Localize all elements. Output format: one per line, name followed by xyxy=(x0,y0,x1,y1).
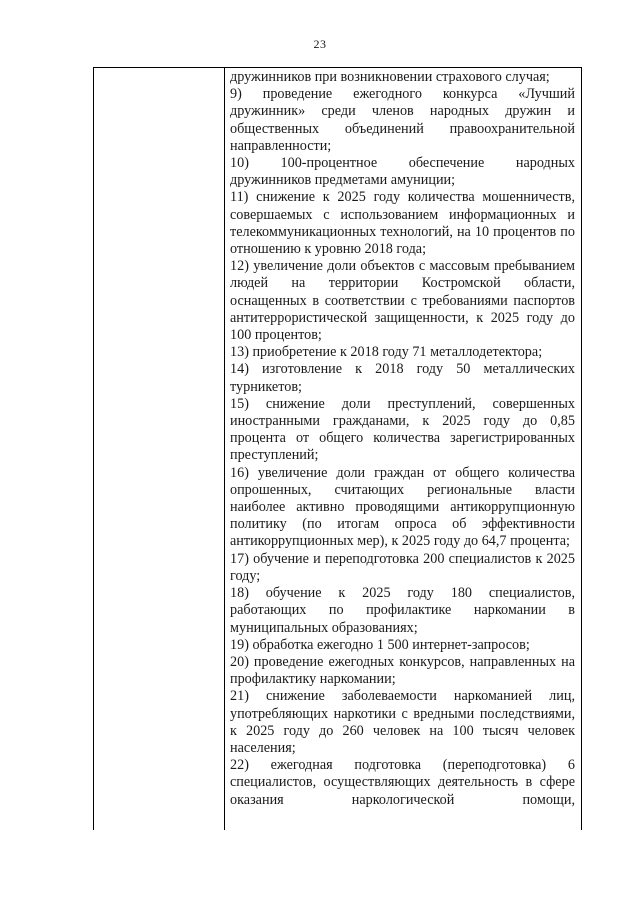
list-item: 9) проведение ежегодного конкурса «Лучший дружинник» среди членов народных дружин и общественных объединений правоохранительной направленности; xyxy=(230,86,575,154)
table-right-cell xyxy=(225,68,581,830)
page-number: 23 xyxy=(313,37,327,51)
list-item: 17) обучение и переподготовка 200 специалистов к 2025 году; xyxy=(230,550,575,584)
list-item: 15) снижение доли преступлений, совершенных иностранными гражданами, к 2025 году до 0,85 процента от общего количества зарегистрированных преступлений; xyxy=(230,395,575,464)
list-item: 16) увеличение доли граждан от общего количества опрошенных, считающих региональные власти наиболее активно проводящими антикоррупционную политику (по итогам опроса об эффективности антикоррупционных мер), к 2025 году до 64,7 процента; xyxy=(230,464,575,550)
list-item: 22) ежегодная подготовка (переподготовка) 6 специалистов, осуществляющих деятельность в сфере оказания наркологической помощи, xyxy=(230,757,575,808)
list-item: 18) обучение к 2025 году 180 специалистов, работающих по профилактике наркомании в муниципальных образованиях; xyxy=(230,585,575,636)
list-item: дружинников при возникновении страхового случая; xyxy=(230,69,550,85)
list-item: 19) обработка ежегодно 1 500 интернет-запросов; xyxy=(230,636,530,653)
list-item: 14) изготовление к 2018 году 50 металлических турникетов; xyxy=(230,361,575,395)
list-item: 12) увеличение доли объектов с массовым пребыванием людей на территории Костромской области, оснащенных в соответствии с требованиями паспортов антитеррористической защищенности, к 2025 году до 100 процентов; xyxy=(230,258,575,344)
document-table xyxy=(93,67,582,830)
table-left-cell xyxy=(94,68,225,830)
list-item: 10) 100-процентное обеспечение народных дружинников предметами амуниции; xyxy=(230,155,575,189)
list-item: 11) снижение к 2025 году количества мошенничеств, совершаемых с использованием информационных и телекоммуникационных технологий, на 10 процентов по отношению к уровню 2018 года; xyxy=(230,189,575,258)
list-item: 20) проведение ежегодных конкурсов, направленных на профилактику наркомании; xyxy=(230,653,575,688)
list-item: 21) снижение заболеваемости наркоманией лиц, употребляющих наркотики с вредными последствиями, к 2025 году до 260 человек на 100 тысяч человек населения; xyxy=(230,688,575,756)
list-item: 13) приобретение к 2018 году 71 металлодетектора; xyxy=(230,344,543,361)
